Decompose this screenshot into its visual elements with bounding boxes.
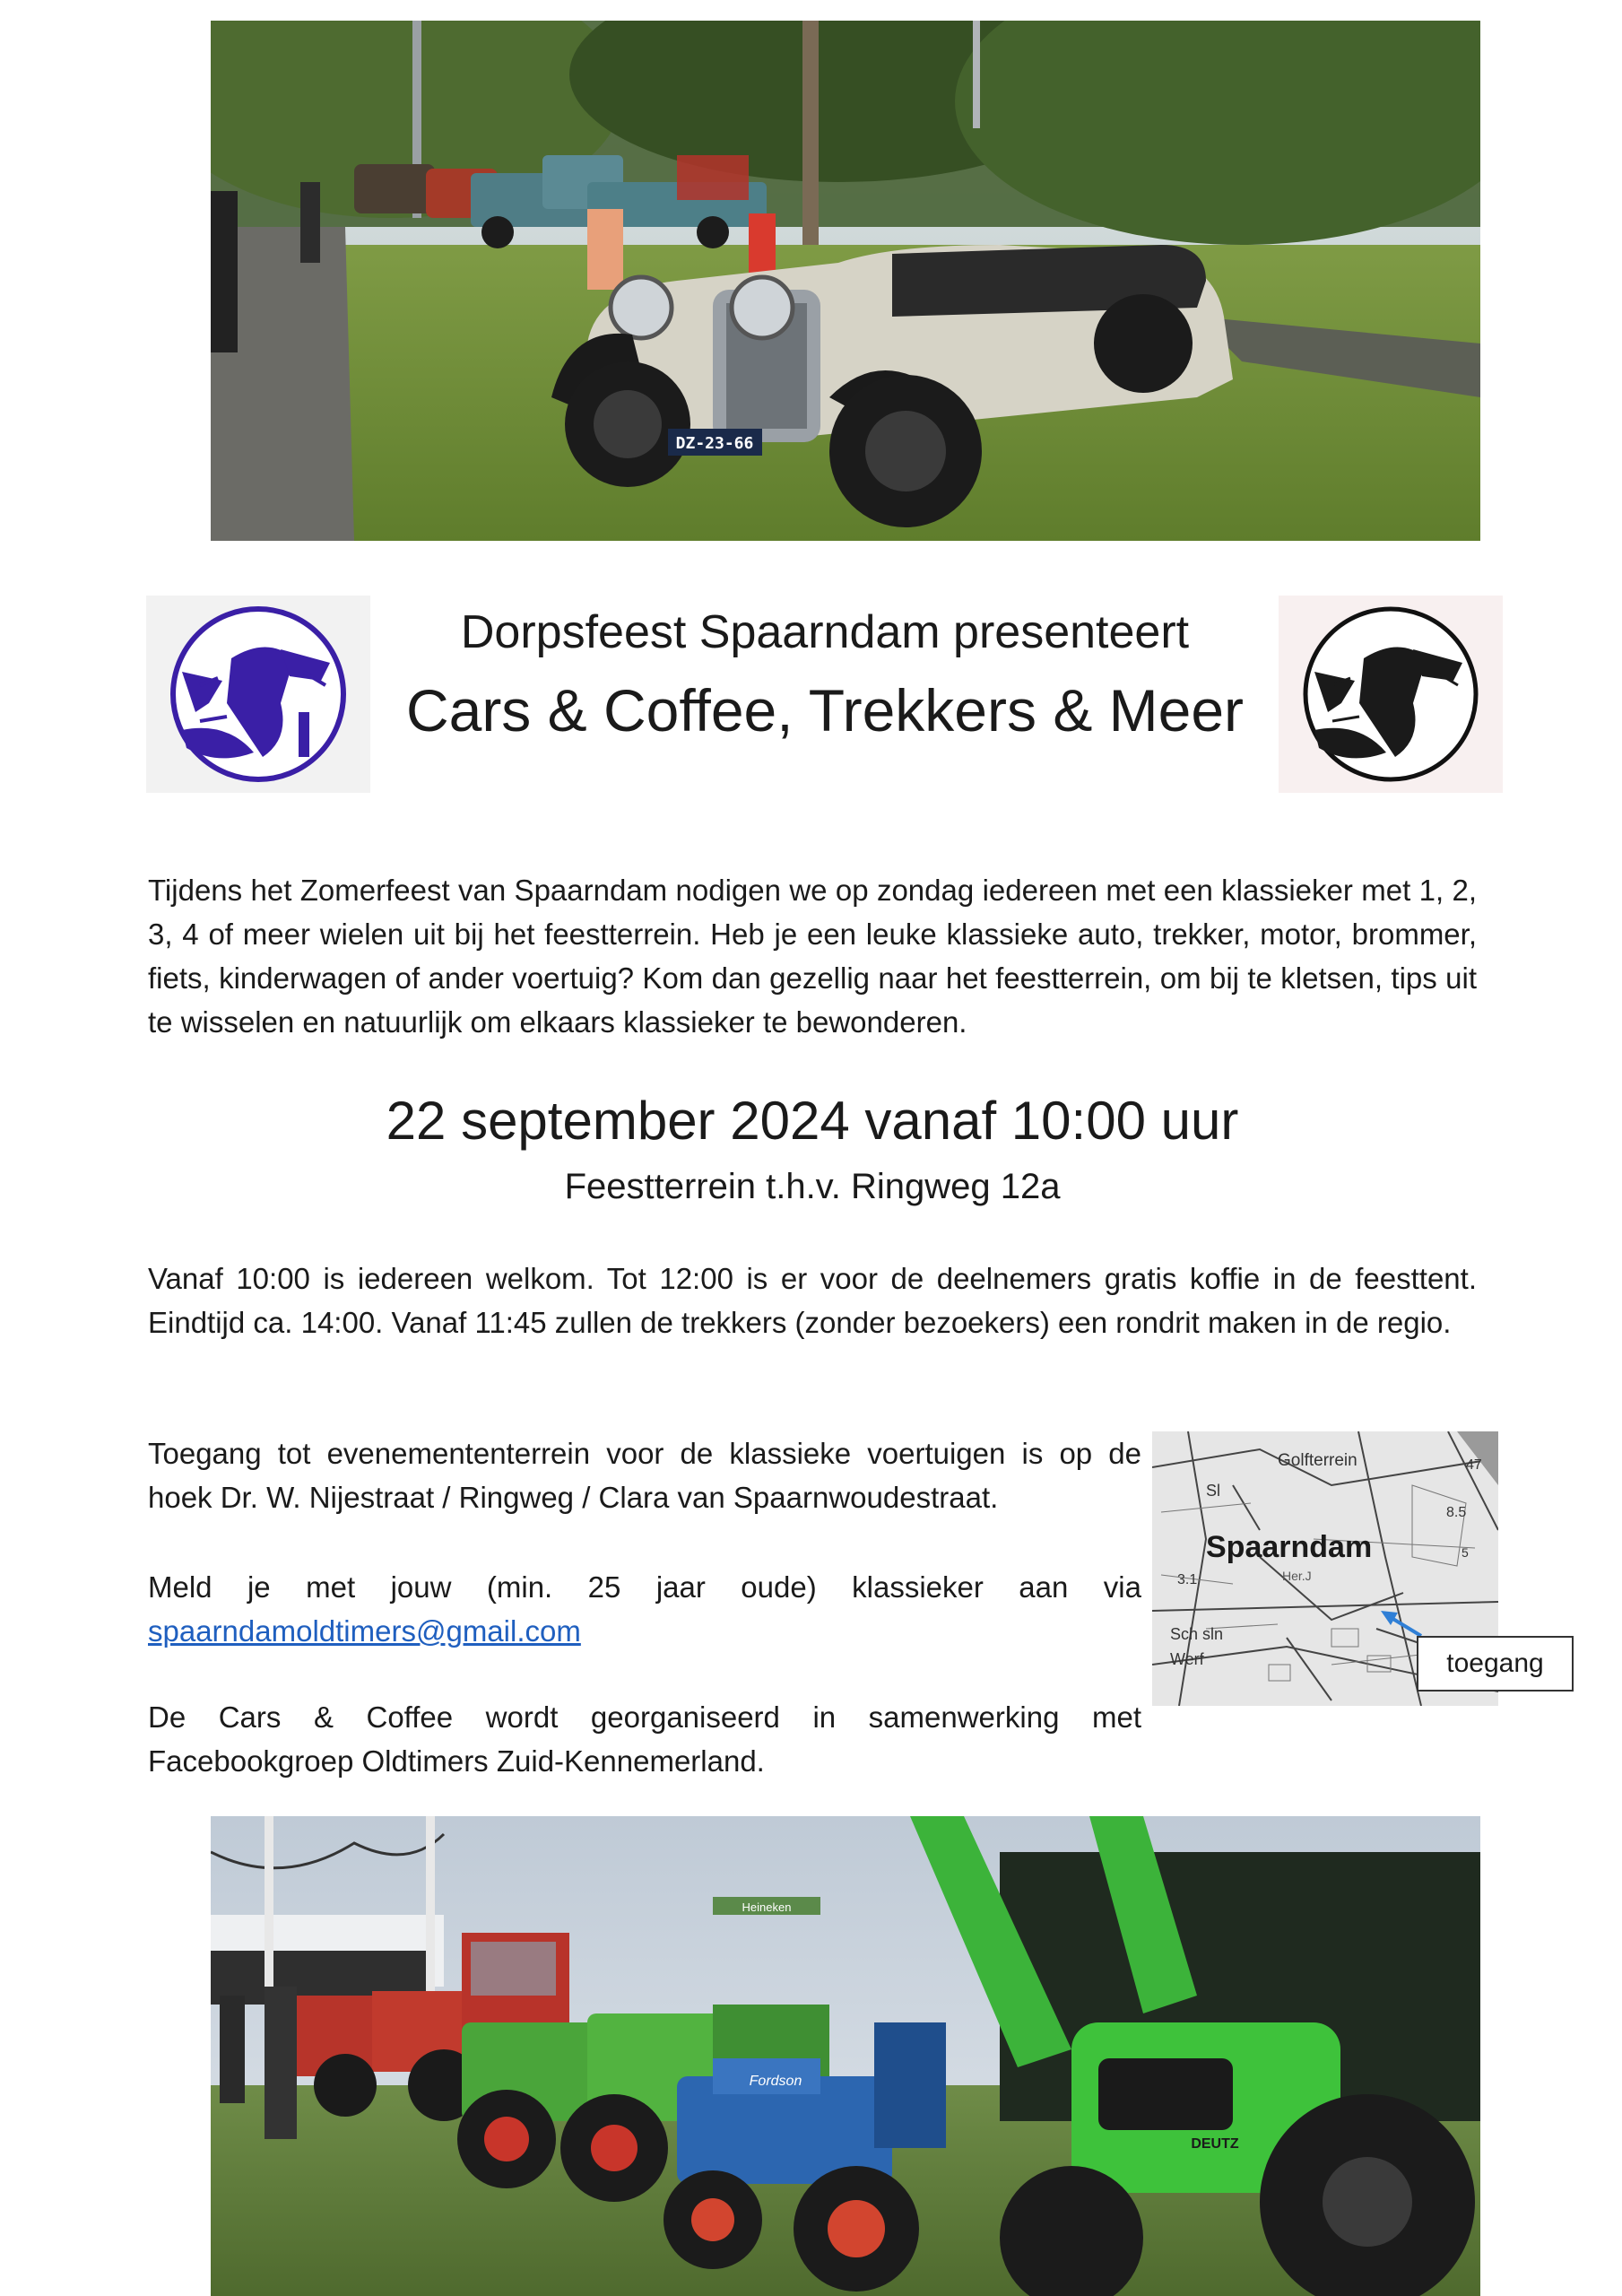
- organiser-paragraph: De Cars & Coffee wordt georganiseerd in samenwerking met Facebookgroep Oldtimers Zuid-Kennemerland.: [148, 1700, 1141, 1778]
- event-title: Cars & Coffee, Trekkers & Meer: [405, 677, 1245, 744]
- map-golf-label: Golfterrein: [1278, 1451, 1357, 1470]
- schedule-paragraph: Vanaf 10:00 is iedereen welkom. Tot 12:00 is er voor de deelnemers gratis koffie in de feesttent. Eindtijd ca. 14:00. Vanaf 11:45 zullen de trekkers (zonder bezoekers) een rondrit maken in de regio.: [148, 1262, 1477, 1339]
- map-number-85: 8.5: [1446, 1505, 1467, 1520]
- map-place-name: Spaarndam: [1206, 1530, 1373, 1564]
- map-sch-label: Sch sln: [1170, 1625, 1224, 1643]
- logo-spaarndam-left: [146, 596, 370, 793]
- intro-paragraph: Tijdens het Zomerfeest van Spaarndam nodigen we op zondag iedereen met een klassieker met 1, 2, 3, 4 of meer wielen uit bij het feestterrein. Heb je een leuke klassieke auto, trekker, motor, brommer, fiets, kinderwagen of ander voertuig? Kom dan gezellig naar het feestterrein, om bij te kletsen, tips uit te wisselen en natuurlijk om elkaars klassieker te bewonderen.: [148, 874, 1477, 1039]
- map-number-31: 3.1: [1177, 1572, 1198, 1587]
- access-paragraph: Toegang tot evenemententerrein voor de klassieke voertuigen is op de hoek Dr. W. Nijestraat / Ringweg / Clara van Spaarnwoudestraat.: [148, 1437, 1141, 1514]
- tractor-brand-fordson: Fordson: [749, 2074, 802, 2089]
- tractor-brand-deutz: DEUTZ: [1191, 2136, 1239, 2152]
- event-venue: Feestterrein t.h.v. Ringweg 12a: [564, 1167, 1061, 1206]
- photo-classic-car: [211, 21, 1480, 541]
- event-subtitle: Dorpsfeest Spaarndam presenteert: [460, 606, 1190, 658]
- map-sl-label: Sl: [1206, 1482, 1221, 1500]
- register-email-link[interactable]: spaarndamoldtimers@gmail.com: [148, 1614, 581, 1648]
- event-date: 22 september 2024 vanaf 10:00 uur: [386, 1091, 1239, 1151]
- map-number-5: 5: [1462, 1545, 1469, 1560]
- register-text: Meld je met jouw (min. 25 jaar oude) klassieker aan via: [148, 1570, 1141, 1604]
- tent-sign: Heineken: [742, 1900, 792, 1914]
- map-toegang-label: toegang: [1417, 1636, 1574, 1692]
- map-number-47: 47: [1466, 1457, 1482, 1473]
- map-herj-label: Her.J: [1282, 1569, 1312, 1583]
- license-plate: DZ-23-66: [675, 434, 754, 453]
- register-paragraph: [148, 1565, 1141, 1653]
- photo-tractors: [211, 1816, 1480, 2296]
- logo-spaarndam-right: [1279, 596, 1503, 793]
- map-werf-label: Werf: [1170, 1650, 1204, 1668]
